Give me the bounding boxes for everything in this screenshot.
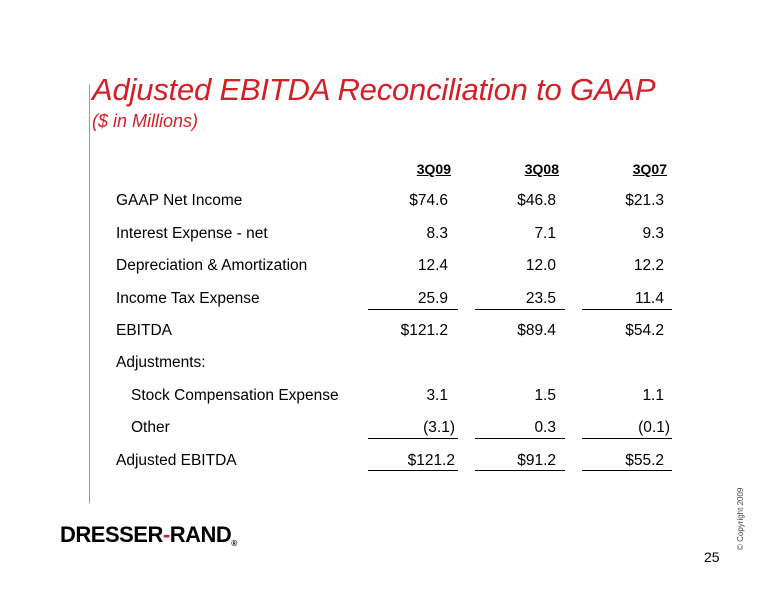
- table-row: [0, 387, 776, 411]
- cell-3q07: $21.3: [625, 192, 664, 209]
- total-underline: [475, 470, 565, 471]
- company-logo: DRESSER-RAND®: [60, 522, 237, 548]
- subtotal-underline: [475, 309, 565, 310]
- row-label: Adjusted EBITDA: [116, 452, 237, 469]
- page-number: 25: [704, 549, 720, 565]
- row-label: Other: [131, 419, 170, 436]
- cell-3q08: $46.8: [517, 192, 556, 209]
- cell-3q08: 23.5: [525, 290, 556, 307]
- cell-3q09: $74.6: [409, 192, 448, 209]
- cell-3q08: $91.2: [517, 452, 556, 469]
- cell-3q07: 11.4: [634, 290, 664, 307]
- table-row: [0, 354, 776, 378]
- cell-3q09: $121.2: [407, 452, 455, 469]
- page-title: Adjusted EBITDA Reconciliation to GAAP: [92, 72, 656, 107]
- table-row: [0, 225, 776, 249]
- table-row: [0, 257, 776, 281]
- cell-3q09: 25.9: [417, 290, 448, 307]
- subtotal-underline: [475, 438, 565, 439]
- row-label: Adjustments:: [116, 354, 206, 371]
- cell-3q07: $54.2: [625, 322, 664, 339]
- subtotal-underline: [582, 309, 672, 310]
- total-underline: [368, 470, 458, 471]
- row-label: Interest Expense - net: [116, 225, 268, 242]
- cell-3q09: $121.2: [400, 322, 448, 339]
- cell-3q08: $89.4: [517, 322, 556, 339]
- subtotal-underline: [368, 309, 458, 310]
- table-row: [0, 322, 776, 346]
- cell-3q07: 1.1: [642, 387, 664, 404]
- column-header-3q09: 3Q09: [416, 161, 451, 177]
- row-label: Stock Compensation Expense: [131, 387, 339, 404]
- cell-3q08: 1.5: [534, 387, 556, 404]
- page-subtitle: ($ in Millions): [92, 111, 199, 131]
- subtotal-underline: [582, 438, 672, 439]
- row-label: Depreciation & Amortization: [116, 257, 308, 274]
- cell-3q09: 8.3: [426, 225, 448, 242]
- cell-3q09: (3.1): [423, 419, 455, 436]
- table-row: [0, 419, 776, 443]
- copyright-text: © Copyright 2009: [736, 487, 745, 550]
- cell-3q09: 12.4: [417, 257, 448, 274]
- subtotal-underline: [368, 438, 458, 439]
- table-row: [0, 290, 776, 314]
- cell-3q07: 12.2: [633, 257, 664, 274]
- row-label: Income Tax Expense: [116, 290, 260, 307]
- total-underline: [582, 470, 672, 471]
- cell-3q08: 12.0: [525, 257, 556, 274]
- column-header-3q07: 3Q07: [632, 161, 667, 177]
- cell-3q08: 0.3: [534, 419, 556, 436]
- table-row: [0, 452, 776, 476]
- cell-3q07: $55.2: [625, 452, 664, 469]
- row-label: GAAP Net Income: [116, 192, 243, 209]
- table-row: [0, 192, 776, 216]
- row-label: EBITDA: [116, 322, 172, 339]
- cell-3q07: 9.3: [642, 225, 664, 242]
- column-header-3q08: 3Q08: [524, 161, 559, 177]
- cell-3q08: 7.1: [534, 225, 556, 242]
- cell-3q09: 3.1: [426, 387, 448, 404]
- cell-3q07: (0.1): [638, 419, 670, 436]
